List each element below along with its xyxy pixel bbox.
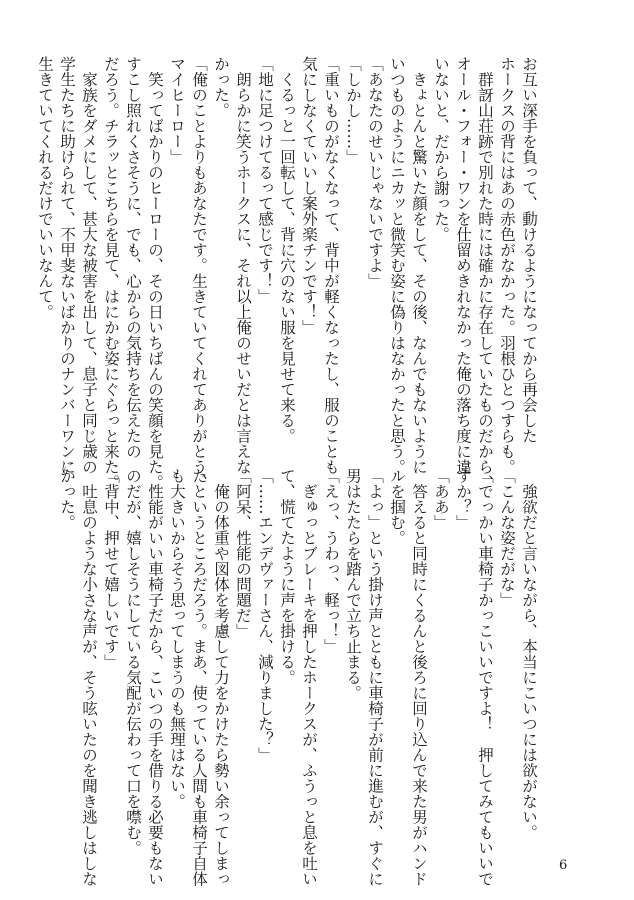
text-line: ぎゅっとブレーキを押したホークスが、ふうっと息を吐い (300, 468, 318, 887)
text-line: お互い深手を負って、動けるようになってから再会した (520, 56, 538, 444)
text-line: 学生たちに助けられて、不甲斐ないばかりのナンバーワンに (58, 56, 76, 475)
text-line: 「阿呆、性能の問題だ」 (234, 468, 252, 639)
text-line: 群訝山荘跡で別れた時には確かに存在していたものだから、 (476, 56, 494, 490)
text-line: くるっと一回転して、背に穴のない服を見せて来る。 (278, 56, 296, 444)
upper-text-block (36, 56, 540, 490)
text-line: 「重いものがなくなって、背中が軽くなったし、服のことも (322, 56, 340, 475)
text-line: て、慌てたように声を掛ける。 (278, 468, 296, 685)
text-line: すこし照れくさそうに、でも、心からの気持ちを伝えたの (124, 56, 142, 459)
text-line: 「背中、押せて嬉しいです」 (102, 468, 120, 670)
text-line: 「でっかい車椅子かっこいいですよ！ 押してみてもいいで (476, 468, 494, 887)
text-line: 「こんな姿だがな」 (498, 468, 516, 608)
text-line: 「……エンデヴァーさん、減りました？」 (256, 468, 274, 763)
text-line: かった。 (58, 468, 76, 530)
text-line: いつものようにニカッと微笑む姿に偽りはなかったと思う。 (388, 56, 406, 475)
text-line: 男はたたらを踏んで立ち止まる。 (344, 468, 362, 701)
text-line: すか？」 (454, 468, 472, 530)
text-line: 朗らかに笑うホークスに、それ以上俺のせいだとは言えな (234, 56, 252, 475)
text-line: 答えると同時にくるんと後ろに回り込んで来た男がハンド (410, 468, 428, 887)
text-line: ルを掴む。 (388, 468, 406, 546)
text-line: ホークスの背にはあの赤色がなかった。羽根ひとつすらも。 (498, 56, 516, 475)
text-line: 「ああ」 (432, 468, 450, 530)
page-number: 6 (559, 858, 568, 873)
text-line: きょとんと驚いた顔をして、その後、なんでもないように (410, 56, 428, 475)
text-line: だろう。チラッとこちらを見て、はにかむ姿にぐらっと来た。 (102, 56, 120, 490)
text-line: オール・フォー・ワンを仕留めきれなかった俺の落ち度に違 (454, 56, 472, 475)
text-line: も大きいからそう思ってしまうのも無理はない。 (168, 468, 186, 809)
text-line: 強欲だと言いながら、本当にこいつには欲がない。 (520, 468, 538, 840)
text-line: 生きていてくれるだけでいいなんて。 (36, 56, 54, 320)
text-line: 「あなたのせいじゃないですよ」 (366, 56, 384, 289)
text-line: たというところだろう。まあ、使っている人間も車椅子自体 (190, 468, 208, 887)
text-line: 性能がいい車椅子だから、こいつの手を借りる必要もない (146, 468, 164, 887)
text-line: 「えっ、うわっ、軽っ！」 (322, 468, 340, 654)
text-line: 気にしなくていいし案外楽チンです！」 (300, 56, 318, 335)
text-line: 「しかし……」 (344, 56, 362, 165)
text-line: かった。 (212, 56, 230, 118)
text-line: 俺の体重や図体を考慮して力をかけたら勢い余ってしまっ (212, 468, 230, 887)
text-line: マイヒーロー」 (168, 56, 186, 165)
text-line: のだが、嬉しそうにしている気配が伝わって口を噤む。 (124, 468, 142, 856)
text-line: いないと、だから謝った。 (432, 56, 450, 242)
text-line: 「よっ」という掛け声とともに車椅子が前に進むが、すぐに (366, 468, 384, 887)
text-line: 「俺のことよりもあなたです。生きていてくれてありがとう、 (190, 56, 208, 490)
text-line: 笑ってばかりのヒーローの、その日いちばんの笑顔を見た。 (146, 56, 164, 490)
text-line: 家族をダメにして、甚大な被害を出して、息子と同じ歳の (80, 56, 98, 475)
lower-text-block (58, 468, 540, 887)
text-line: 吐息のような小さな声が、そう呟いたのを聞き逃しはしな (80, 468, 98, 887)
text-line: 「地に足つけてるって感じです！」 (256, 56, 274, 304)
